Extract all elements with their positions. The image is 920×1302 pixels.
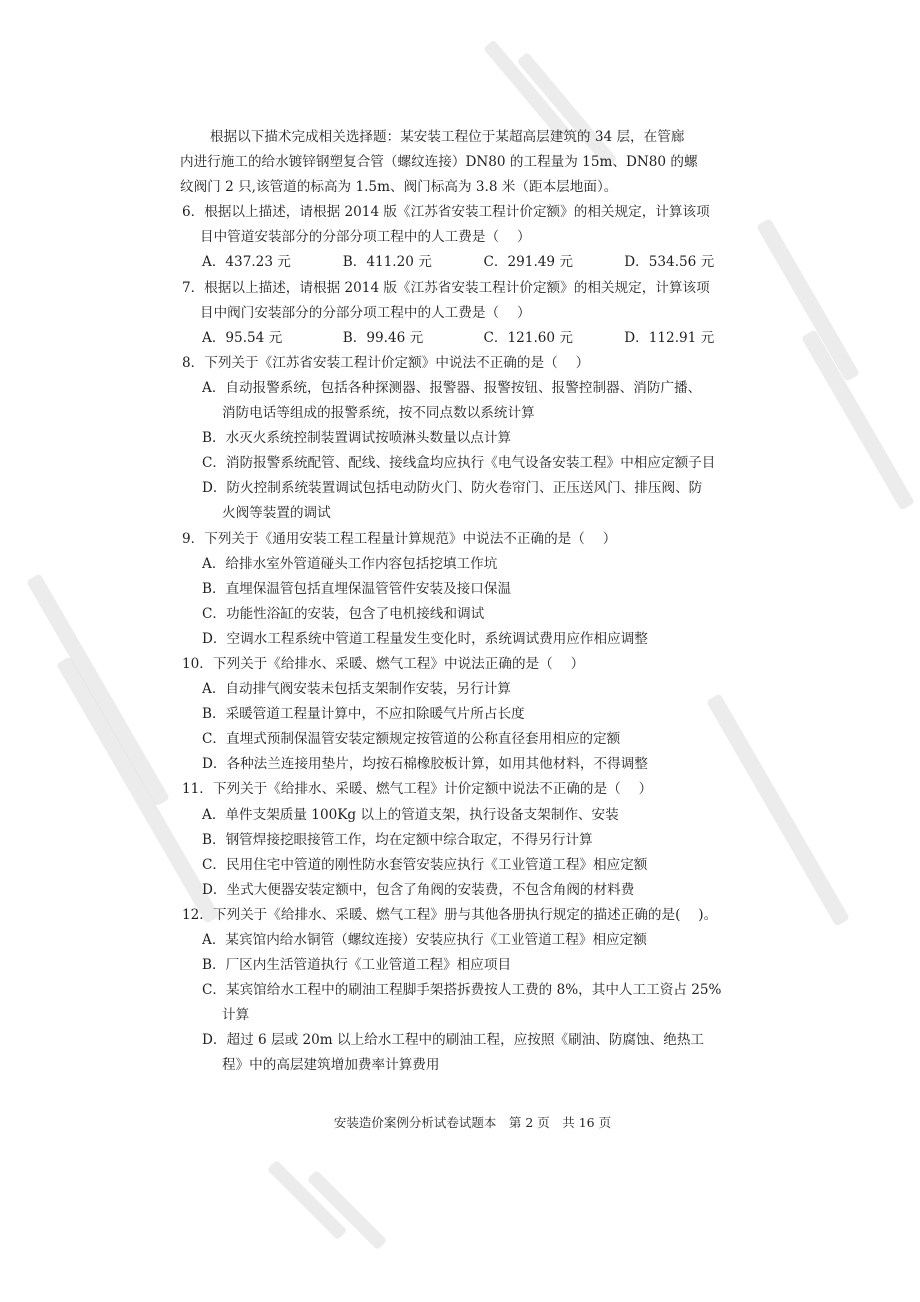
option-a: A．某宾馆内给水铜管（螺纹连接）安装应执行《工业管道工程》相应定额 [202, 932, 647, 948]
choice-b: B．411.20 元 [342, 254, 432, 271]
choice-c: C．291.49 元 [483, 254, 573, 271]
option-a: A．自动报警系统，包括各种探测器、报警器、报警按钮、报警控制器、消防广播、 [202, 379, 702, 396]
intro-paragraph [180, 125, 765, 200]
choice-c: C．121.60 元 [483, 329, 573, 346]
choice-d: D．112.91 元 [624, 329, 715, 346]
question-6 [180, 200, 765, 275]
watermark-streak [26, 573, 170, 806]
question-stem: 11．下列关于《给排水、采暖、燃气工程》计价定额中说法不正确的是（ ） [182, 781, 653, 798]
option-b: B．钢管焊接挖眼接管工作，均在定额中综合取定，不得另行计算 [202, 831, 593, 848]
option-c-cont: 计算 [222, 1007, 250, 1024]
option-c: C．直埋式预制保温管安装定额规定按管道的公称直径套用相应的定额 [202, 731, 621, 748]
watermark-streak [756, 218, 860, 382]
option-b: B．水灭火系统控制装置调试按喷淋头数量以点计算 [202, 430, 512, 447]
question-stem: 7．根据以上描述，请根据 2014 版《江苏省安装工程计价定额》的相关规定，计算该项 [182, 279, 710, 296]
question-stem: 10．下列关于《给排水、采暖、燃气工程》中说法正确的是（ ） [182, 655, 585, 672]
question-stem: 6．根据以上描述，请根据 2014 版《江苏省安装工程计价定额》的相关规定，计算该项 [182, 204, 710, 221]
question-stem: 目中管道安装部分的分部分项工程中的人工费是（ ） [200, 229, 531, 246]
option-a-cont: 消防电话等组成的报警系统，按不同点数以系统计算 [222, 405, 535, 422]
question-stem: 9．下列关于《通用安装工程工程量计算规范》中说法不正确的是（ ） [182, 530, 617, 547]
question-stem: 目中阀门安装部分的分部分项工程中的人工费是（ ） [200, 304, 531, 321]
option-c: C．某宾馆给水工程中的刷油工程脚手架搭拆费按人工费的 8%，其中人工工资占 25% [202, 982, 722, 999]
question-10 [180, 652, 765, 777]
choice-row [180, 250, 765, 275]
intro-line: 内进行施工的给水镀锌钢塑复合管（螺纹连接）DN80 的工程量为 15m、DN80 的螺 [180, 154, 698, 171]
choice-b: B．99.46 元 [342, 329, 424, 346]
question-7 [180, 276, 765, 351]
option-d: D．防火控制系统装置调试包括电动防火门、防火卷帘门、正压送风门、排压阀、防 [202, 480, 703, 497]
option-d-cont: 程》中的高层建筑增加费率计算费用 [222, 1057, 440, 1074]
question-stem: 8．下列关于《江苏省安装工程计价定额》中说法不正确的是（ ） [182, 354, 590, 371]
option-c: C．消防报警系统配管、配线、接线盒均应执行《电气设备安装工程》中相应定额子目 [202, 455, 716, 472]
option-d: D．各种法兰连接用垫片，均按石棉橡胶板计算，如用其他材料，不得调整 [202, 756, 648, 773]
question-8 [180, 351, 765, 527]
option-a: A．单件支架质量 100Kg 以上的管道支架，执行设备支架制作、安装 [202, 806, 619, 823]
question-11 [180, 777, 765, 902]
choice-a: A．95.54 元 [202, 329, 283, 346]
exam-content [180, 125, 765, 1079]
intro-line: 纹阀门 2 只,该管道的标高为 1.5m、阀门标高为 3.8 米（距本层地面）。 [180, 179, 618, 196]
option-a: A．给排水室外管道碰头工作内容包括挖填工作坑 [202, 555, 498, 572]
option-a: A．自动排气阀安装未包括支架制作安装，另行计算 [202, 681, 511, 698]
option-d: D．坐式大便器安装定额中，包含了角阀的安装费，不包含角阀的材料费 [202, 881, 635, 898]
option-c: C．功能性浴缸的安装，包含了电机接线和调试 [202, 605, 485, 622]
option-d-cont: 火阀等装置的调试 [222, 505, 331, 522]
page-footer: 安装造价案例分析试卷试题本 第 2 页 共 16 页 [333, 1115, 612, 1130]
choice-d: D．534.56 元 [624, 254, 715, 271]
option-b: B．厂区内生活管道执行《工业管道工程》相应项目 [202, 957, 512, 974]
option-b: B．采暖管道工程量计算中，不应扣除暖气片所占长度 [202, 706, 525, 723]
question-12 [180, 903, 765, 1079]
question-9 [180, 527, 765, 652]
option-b: B．直埋保温管包括直埋保温管管件安装及接口保温 [202, 580, 512, 597]
choice-a: A．437.23 元 [202, 254, 291, 271]
watermark-streak [801, 329, 915, 510]
option-d: D．空调水工程系统中管道工程量发生变化时，系统调试费用应作相应调整 [202, 630, 648, 647]
question-stem: 12．下列关于《给排水、采暖、燃气工程》册与其他各册执行规定的描述正确的是( )。 [182, 906, 718, 923]
option-c: C．民用住宅中管道的刚性防水套管安装应执行《工业管道工程》相应定额 [202, 856, 648, 873]
option-d: D．超过 6 层或 20m 以上给水工程中的刷油工程，应按照《刷油、防腐蚀、绝热工 [202, 1032, 705, 1049]
intro-line: 根据以下描术完成相关选择题：某安装工程位于某超高层建筑的 34 层，在管廊 [209, 129, 685, 145]
choice-row [180, 326, 765, 351]
